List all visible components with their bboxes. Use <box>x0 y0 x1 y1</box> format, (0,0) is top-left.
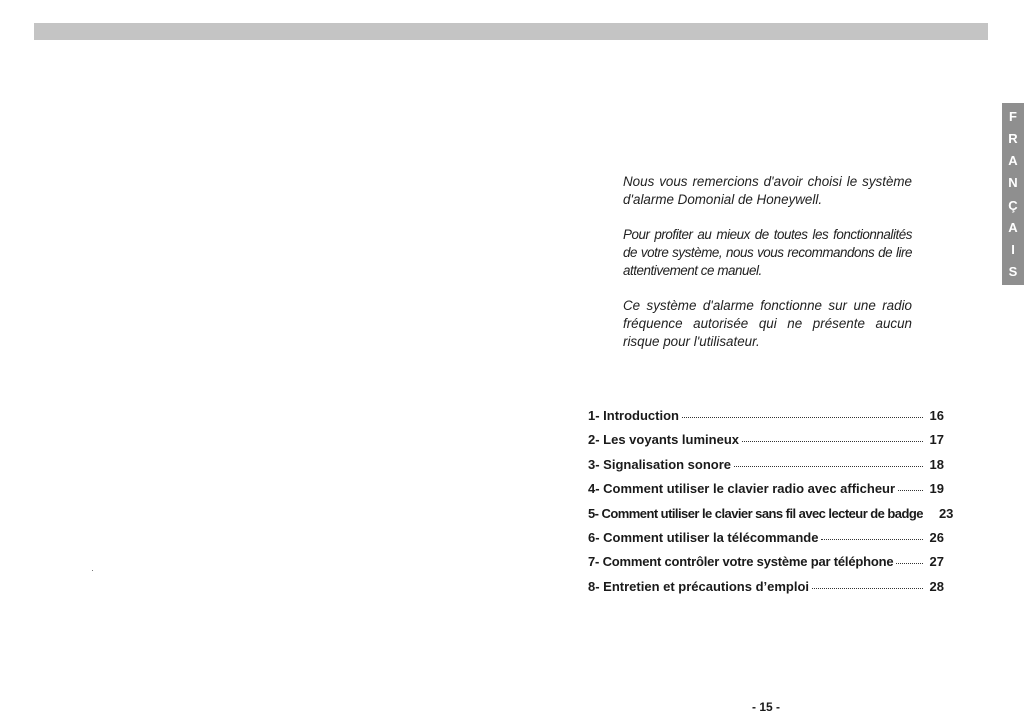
toc-entry-page: 28 <box>929 578 944 594</box>
toc-entry[interactable] <box>588 530 944 554</box>
header-bar <box>34 23 988 40</box>
language-tab-letter: I <box>1011 242 1015 258</box>
toc-leader-dots <box>821 539 923 540</box>
toc-entry-page: 18 <box>929 456 944 472</box>
toc-leader-dots <box>682 417 923 418</box>
toc-entry-title: 6- Comment utiliser la télécommande <box>588 529 819 545</box>
table-of-contents <box>588 408 954 603</box>
intro-text <box>623 173 912 368</box>
toc-leader-dots <box>896 563 923 564</box>
page-number: - 15 - <box>751 700 780 714</box>
toc-entry[interactable] <box>588 408 944 432</box>
intro-paragraph: Pour profiter au mieux de toutes les fonctionnalités de votre système, nous vous recommandons de lire attentivement ce manuel. <box>623 227 912 278</box>
language-tab-letter: F <box>1009 108 1017 124</box>
toc-entry[interactable] <box>588 579 944 603</box>
language-tab-letter: Ç <box>1008 197 1018 213</box>
toc-entry-page: 17 <box>929 432 944 448</box>
language-tab-letter: N <box>1008 175 1018 191</box>
toc-entry-title: 7- Comment contrôler votre système par téléphone <box>588 554 894 570</box>
toc-entry[interactable] <box>588 481 944 505</box>
toc-entry[interactable] <box>588 505 954 530</box>
toc-entry[interactable] <box>588 432 944 456</box>
language-tab-letter: A <box>1008 153 1018 169</box>
toc-entry-title: 4- Comment utiliser le clavier radio avec afficheur <box>588 481 896 497</box>
language-tab-letter: A <box>1008 219 1018 235</box>
language-tab <box>1002 103 1024 285</box>
toc-leader-dots <box>734 466 923 467</box>
intro-paragraph: Ce système d'alarme fonctionne sur une radio fréquence autorisée qui ne présente aucun risque pour l'utilisateur. <box>623 298 912 349</box>
toc-entry-page: 26 <box>929 529 944 545</box>
toc-entry-title: 1- Introduction <box>588 408 679 423</box>
toc-leader-dots <box>926 515 934 516</box>
toc-leader-dots <box>898 490 923 491</box>
toc-entry-title: 2- Les voyants lumineux <box>588 432 739 448</box>
toc-leader-dots <box>742 441 923 442</box>
intro-paragraph: Nous vous remercions d'avoir choisi le système d'alarme Domonial de Honeywell. <box>623 174 912 207</box>
toc-entry-page: 19 <box>929 481 944 497</box>
toc-entry[interactable] <box>588 457 944 481</box>
language-tab-letter: R <box>1008 130 1018 146</box>
toc-entry[interactable] <box>588 554 944 578</box>
toc-entry-page: 23 <box>938 505 954 521</box>
toc-entry-page: 27 <box>929 554 944 570</box>
toc-entry-title: 8- Entretien et précautions d’emploi <box>588 578 810 594</box>
print-speck <box>92 570 93 571</box>
toc-entry-page: 16 <box>929 408 944 423</box>
toc-leader-dots <box>812 588 923 589</box>
toc-entry-title: 5- Comment utiliser le clavier sans fil avec lecteur de badge <box>588 505 923 521</box>
language-tab-letter: S <box>1008 264 1018 280</box>
toc-entry-title: 3- Signalisation sonore <box>588 456 732 472</box>
